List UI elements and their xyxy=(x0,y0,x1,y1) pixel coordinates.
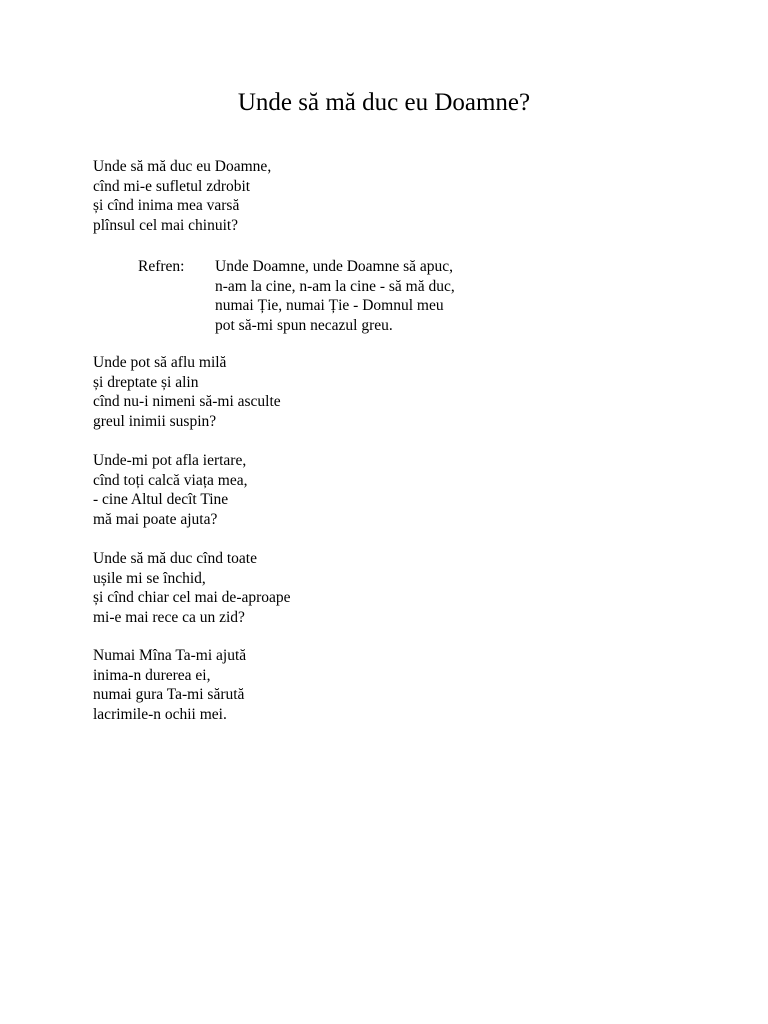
stanza-line: greul inimii suspin? xyxy=(93,412,217,430)
stanza-line: Unde să mă duc cînd toate xyxy=(93,550,257,567)
refrain-line: n-am la cine, n-am la cine - să mă duc, xyxy=(215,277,455,295)
stanza-3 xyxy=(93,451,693,529)
stanza-line: Unde-mi pot afla iertare, xyxy=(93,452,247,469)
refrain-line: numai Ție, numai Ție - Domnul meu xyxy=(215,297,444,314)
stanza-line: numai gura Ta-mi sărută xyxy=(93,686,245,703)
stanza-line: lacrimile-n ochii mei. xyxy=(93,705,227,723)
page-title: Unde să mă duc eu Doamne? xyxy=(237,89,531,116)
stanza-line: Unde să mă duc eu Doamne, xyxy=(93,158,272,175)
refrain-line: Unde Doamne, unde Doamne să apuc, xyxy=(215,258,454,275)
stanza-2 xyxy=(93,353,693,431)
refrain-label: Refren: xyxy=(138,258,185,275)
refrain-line: pot să-mi spun necazul greu. xyxy=(215,316,393,334)
stanza-line: cînd mi-e sufletul zdrobit xyxy=(93,177,251,195)
stanza-line: și cînd chiar cel mai de-aproape xyxy=(93,589,291,606)
stanza-line: cînd nu-i nimeni să-mi asculte xyxy=(93,393,281,410)
stanza-line: mi-e mai rece ca un zid? xyxy=(93,608,245,626)
stanza-line: și cînd inima mea varsă xyxy=(93,197,240,214)
refrain-lines xyxy=(215,257,655,335)
stanza-1 xyxy=(93,157,693,235)
stanza-5 xyxy=(93,646,693,724)
stanza-line: inima-n durerea ei, xyxy=(93,666,211,684)
stanza-line: plînsul cel mai chinuit? xyxy=(93,216,239,234)
stanza-line: cînd toți calcă viața mea, xyxy=(93,471,248,489)
stanza-line: Numai Mîna Ta-mi ajută xyxy=(93,647,247,664)
stanza-line: - cine Altul decît Tine xyxy=(93,491,229,508)
stanza-line: Unde pot să aflu milă xyxy=(93,354,227,371)
stanza-line: și dreptate și alin xyxy=(93,373,199,391)
stanza-line: ușile mi se închid, xyxy=(93,569,206,587)
stanza-line: mă mai poate ajuta? xyxy=(93,510,218,528)
stanza-4 xyxy=(93,549,693,627)
